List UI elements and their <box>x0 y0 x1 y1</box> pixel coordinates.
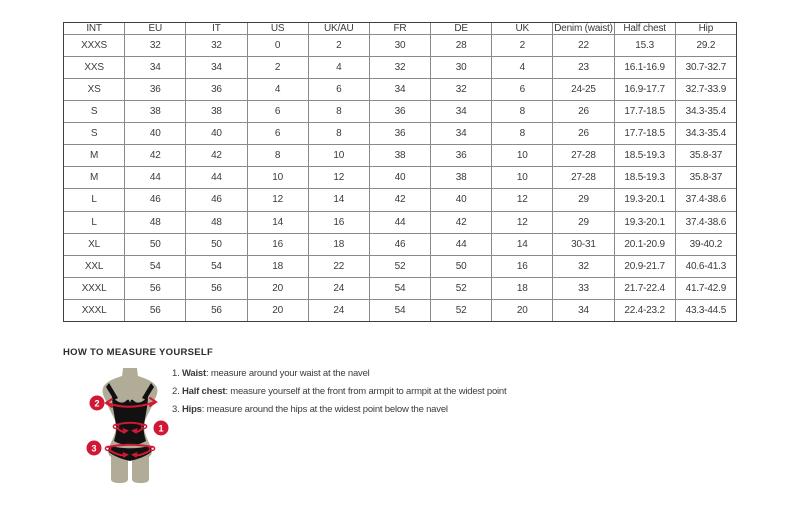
size-cell: 54 <box>369 277 430 299</box>
chest-badge-number: 2 <box>94 398 100 409</box>
size-cell: 26 <box>553 101 614 123</box>
size-cell: XL <box>64 233 125 255</box>
column-header: Half chest <box>614 23 675 35</box>
size-cell: 2 <box>308 35 369 57</box>
column-header: INT <box>64 23 125 35</box>
size-cell: 42 <box>186 145 247 167</box>
measure-step: 2. Half chest: measure yourself at the front from armpit to armpit at the widest point <box>172 386 507 397</box>
size-cell: 20.9-21.7 <box>614 255 675 277</box>
size-cell: 42 <box>125 145 186 167</box>
size-cell: 48 <box>186 211 247 233</box>
column-header: DE <box>431 23 492 35</box>
size-cell: 8 <box>308 123 369 145</box>
size-cell: 33 <box>553 277 614 299</box>
size-row <box>64 277 737 299</box>
size-cell: 35.8-37 <box>675 167 736 189</box>
size-cell: 8 <box>492 101 553 123</box>
size-cell: 16 <box>247 233 308 255</box>
size-cell: 16.1-16.9 <box>614 57 675 79</box>
size-row <box>64 189 737 211</box>
size-cell: 29 <box>553 211 614 233</box>
size-cell: 4 <box>247 79 308 101</box>
size-cell: 20 <box>247 299 308 321</box>
size-cell: 18 <box>308 233 369 255</box>
size-cell: 46 <box>125 189 186 211</box>
size-cell: 16 <box>492 255 553 277</box>
size-cell: 27-28 <box>553 145 614 167</box>
size-cell: 50 <box>431 255 492 277</box>
size-cell: 27-28 <box>553 167 614 189</box>
size-cell: 29 <box>553 189 614 211</box>
size-cell: 24 <box>308 299 369 321</box>
size-cell: 38 <box>431 167 492 189</box>
size-cell: 19.3-20.1 <box>614 189 675 211</box>
size-row <box>64 123 737 145</box>
size-cell: 30 <box>431 57 492 79</box>
size-cell: XXS <box>64 57 125 79</box>
size-cell: XS <box>64 79 125 101</box>
size-cell: L <box>64 211 125 233</box>
size-row <box>64 79 737 101</box>
size-cell: 34.3-35.4 <box>675 101 736 123</box>
measurement-figure <box>75 362 185 502</box>
camisole-top <box>112 396 148 445</box>
size-cell: 6 <box>247 101 308 123</box>
size-cell: 40.6-41.3 <box>675 255 736 277</box>
size-cell: XXXL <box>64 277 125 299</box>
size-row <box>64 233 737 255</box>
size-cell: 30.7-32.7 <box>675 57 736 79</box>
size-cell: 37.4-38.6 <box>675 189 736 211</box>
size-cell: 38 <box>125 101 186 123</box>
size-cell: 54 <box>186 255 247 277</box>
size-cell: 40 <box>186 123 247 145</box>
size-cell: 44 <box>369 211 430 233</box>
size-row <box>64 57 737 79</box>
size-cell: 50 <box>186 233 247 255</box>
size-cell: XXXL <box>64 299 125 321</box>
measure-step: 3. Hips: measure around the hips at the widest point below the navel <box>172 404 448 415</box>
size-cell: 8 <box>492 123 553 145</box>
size-cell: XXXS <box>64 35 125 57</box>
size-cell: 28 <box>431 35 492 57</box>
size-cell: 24-25 <box>553 79 614 101</box>
size-cell: 16 <box>308 211 369 233</box>
size-cell: 20 <box>492 299 553 321</box>
size-cell: 50 <box>125 233 186 255</box>
column-header: UK/AU <box>308 23 369 35</box>
size-cell: 4 <box>308 57 369 79</box>
size-cell: 20.1-20.9 <box>614 233 675 255</box>
size-cell: 44 <box>125 167 186 189</box>
size-cell: 10 <box>247 167 308 189</box>
size-cell: 32 <box>125 35 186 57</box>
size-cell: 6 <box>308 79 369 101</box>
size-cell: 39-40.2 <box>675 233 736 255</box>
size-cell: 22 <box>308 255 369 277</box>
size-cell: 0 <box>247 35 308 57</box>
size-cell: 32 <box>186 35 247 57</box>
size-cell: 6 <box>492 79 553 101</box>
size-cell: 30 <box>369 35 430 57</box>
size-cell: 32.7-33.9 <box>675 79 736 101</box>
size-cell: 34 <box>553 299 614 321</box>
column-header: EU <box>125 23 186 35</box>
size-cell: 42 <box>431 211 492 233</box>
size-cell: 34.3-35.4 <box>675 123 736 145</box>
size-cell: 10 <box>492 167 553 189</box>
size-cell: 36 <box>369 101 430 123</box>
column-header: IT <box>186 23 247 35</box>
size-cell: 52 <box>369 255 430 277</box>
size-cell: 17.7-18.5 <box>614 123 675 145</box>
size-cell: M <box>64 167 125 189</box>
size-cell: 40 <box>431 189 492 211</box>
size-cell: 10 <box>492 145 553 167</box>
size-cell: 32 <box>431 79 492 101</box>
size-cell: 36 <box>125 79 186 101</box>
size-cell: 19.3-20.1 <box>614 211 675 233</box>
size-cell: 32 <box>369 57 430 79</box>
size-row <box>64 35 737 57</box>
size-cell: M <box>64 145 125 167</box>
size-cell: 52 <box>431 299 492 321</box>
size-cell: 43.3-44.5 <box>675 299 736 321</box>
hips-badge-number: 3 <box>91 443 97 454</box>
size-cell: 18 <box>492 277 553 299</box>
size-cell: 54 <box>125 255 186 277</box>
size-cell: 18.5-19.3 <box>614 145 675 167</box>
size-cell: 37.4-38.6 <box>675 211 736 233</box>
chest-badge <box>90 396 105 411</box>
size-cell: 8 <box>308 101 369 123</box>
size-cell: 22.4-23.2 <box>614 299 675 321</box>
size-row <box>64 255 737 277</box>
column-header: US <box>247 23 308 35</box>
size-cell: 2 <box>492 35 553 57</box>
size-cell: 12 <box>492 211 553 233</box>
column-header: Hip <box>675 23 736 35</box>
size-cell: 42 <box>369 189 430 211</box>
size-cell: 44 <box>431 233 492 255</box>
size-cell: 36 <box>186 79 247 101</box>
size-cell: 8 <box>247 145 308 167</box>
size-cell: 17.7-18.5 <box>614 101 675 123</box>
measure-step: 1. Waist: measure around your waist at the navel <box>172 368 370 379</box>
size-cell: 35.8-37 <box>675 145 736 167</box>
size-row <box>64 145 737 167</box>
size-cell: 12 <box>308 167 369 189</box>
size-cell: 36 <box>369 123 430 145</box>
size-cell: 23 <box>553 57 614 79</box>
size-cell: 56 <box>125 299 186 321</box>
size-cell: 24 <box>308 277 369 299</box>
size-cell: 34 <box>186 57 247 79</box>
size-cell: 34 <box>431 123 492 145</box>
size-cell: 34 <box>369 79 430 101</box>
size-cell: 40 <box>369 167 430 189</box>
size-cell: 6 <box>247 123 308 145</box>
size-cell: 12 <box>492 189 553 211</box>
size-row <box>64 211 737 233</box>
hips-badge <box>87 441 102 456</box>
size-cell: 54 <box>369 299 430 321</box>
size-cell: 18.5-19.3 <box>614 167 675 189</box>
waist-badge <box>154 421 169 436</box>
column-header: Denim (waist) <box>554 23 613 34</box>
size-chart-table <box>63 22 737 322</box>
size-cell: S <box>64 123 125 145</box>
size-cell: 40 <box>125 123 186 145</box>
size-cell: 56 <box>125 277 186 299</box>
size-cell: 46 <box>186 189 247 211</box>
size-cell: 44 <box>186 167 247 189</box>
size-cell: 56 <box>186 277 247 299</box>
size-cell: 26 <box>553 123 614 145</box>
size-cell: 32 <box>553 255 614 277</box>
size-chart-head <box>64 23 737 35</box>
size-cell: 56 <box>186 299 247 321</box>
size-cell: 41.7-42.9 <box>675 277 736 299</box>
size-cell: 38 <box>186 101 247 123</box>
size-row <box>64 167 737 189</box>
size-cell: 46 <box>369 233 430 255</box>
waist-badge-number: 1 <box>158 423 164 434</box>
mannequin-illustration <box>75 362 185 502</box>
size-cell: 18 <box>247 255 308 277</box>
size-cell: 14 <box>247 211 308 233</box>
size-cell: 36 <box>431 145 492 167</box>
size-cell: 21.7-22.4 <box>614 277 675 299</box>
size-cell: 14 <box>492 233 553 255</box>
size-cell: 10 <box>308 145 369 167</box>
column-header: UK <box>492 23 553 35</box>
size-cell: 12 <box>247 189 308 211</box>
size-cell: 48 <box>125 211 186 233</box>
size-chart-body <box>64 35 737 322</box>
size-row <box>64 299 737 321</box>
size-cell: 15.3 <box>614 35 675 57</box>
size-row <box>64 101 737 123</box>
size-chart-header-row <box>64 23 737 35</box>
size-cell: 30-31 <box>553 233 614 255</box>
size-cell: 20 <box>247 277 308 299</box>
size-cell: 4 <box>492 57 553 79</box>
size-cell: 29.2 <box>675 35 736 57</box>
size-cell: XXL <box>64 255 125 277</box>
size-cell: L <box>64 189 125 211</box>
how-to-measure-heading: HOW TO MEASURE YOURSELF <box>63 347 214 358</box>
size-cell: 14 <box>308 189 369 211</box>
size-cell: 34 <box>125 57 186 79</box>
column-header: FR <box>369 23 430 35</box>
size-cell: 52 <box>431 277 492 299</box>
size-cell: 38 <box>369 145 430 167</box>
size-cell: 22 <box>553 35 614 57</box>
size-cell: 34 <box>431 101 492 123</box>
size-cell: S <box>64 101 125 123</box>
size-cell: 16.9-17.7 <box>614 79 675 101</box>
size-cell: 2 <box>247 57 308 79</box>
measure-steps-list <box>172 369 506 423</box>
